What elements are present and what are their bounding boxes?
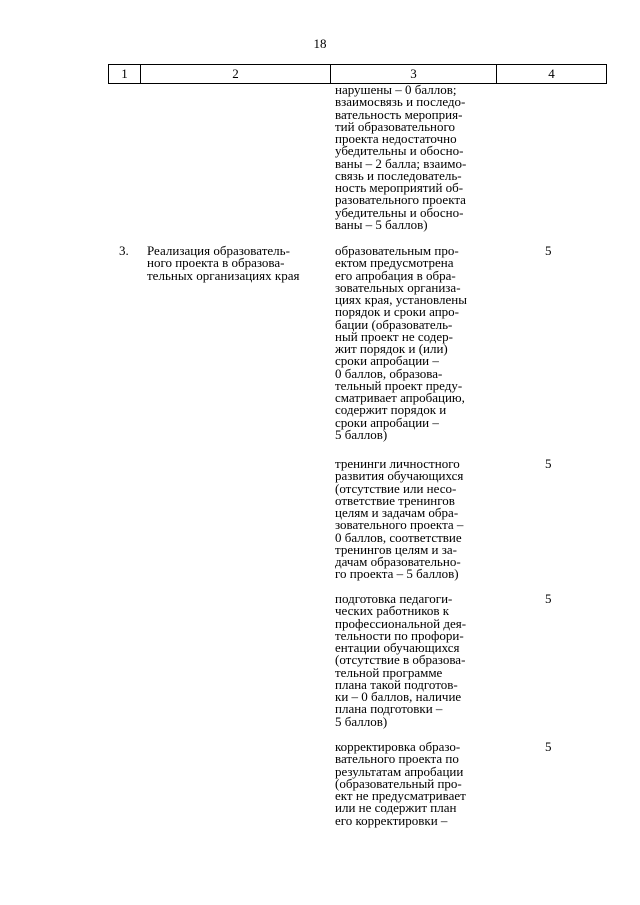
- page-number: 18: [313, 36, 327, 51]
- criterion-text-3: подготовка педагоги- ческих работников к профессиональной дея- тельности по профори- ентации обучающихся (отсутствие в образова- тельной программе плана такой подготов- ки – 0 баллов, наличие плана подготовки – 5 баллов): [335, 591, 467, 729]
- criterion-text-1: образовательным про- ектом предусмотрена его апробация в обра- зовательных организа- циях края, установлены порядок и сроки апро- бации (образователь- ный проект не содер- жит порядок и (или) сроки апробации – 0 баллов, образова- тельный проект преду- сматривает апробацию, содержит порядок и сроки апробации – 5 баллов): [335, 243, 467, 442]
- criterion-score-3: 5: [545, 591, 552, 606]
- header-cell-4: 4: [497, 65, 607, 84]
- criterion-score-4: 5: [545, 739, 552, 754]
- header-cell-3: 3: [331, 65, 497, 84]
- criterion-score-2: 5: [545, 456, 552, 471]
- criterion-score-1: 5: [545, 243, 552, 258]
- header-cell-2: 2: [141, 65, 331, 84]
- row-title: Реализация образователь- ного проекта в образова- тельных организациях края: [147, 243, 300, 283]
- table-header-row: [108, 64, 607, 84]
- row-number: 3.: [119, 243, 129, 258]
- continuation-criterion-text: нарушены – 0 баллов; взаимосвязь и последо- вательность мероприя- тий образовательного проекта недостаточно убедительны и обосно- ваны – 2 балла; взаимо- связь и последователь- ность мероприятий об- разовательного проекта убедительны и обосно- ваны – 5 баллов): [335, 82, 467, 232]
- criterion-text-2: тренинги личностного развития обучающихся (отсутствие или несо- ответствие тренингов целям и задачам обра- зовательного проекта – 0 баллов, соответствие тренингов целям и за- дачам образовательно- го проекта – 5 баллов): [335, 456, 464, 582]
- criterion-text-4: корректировка образо- вательного проекта по результатам апробации (образовательный про- ект не предусматривает или не содержит план его корректировки –: [335, 739, 466, 828]
- header-cell-1: 1: [109, 65, 141, 84]
